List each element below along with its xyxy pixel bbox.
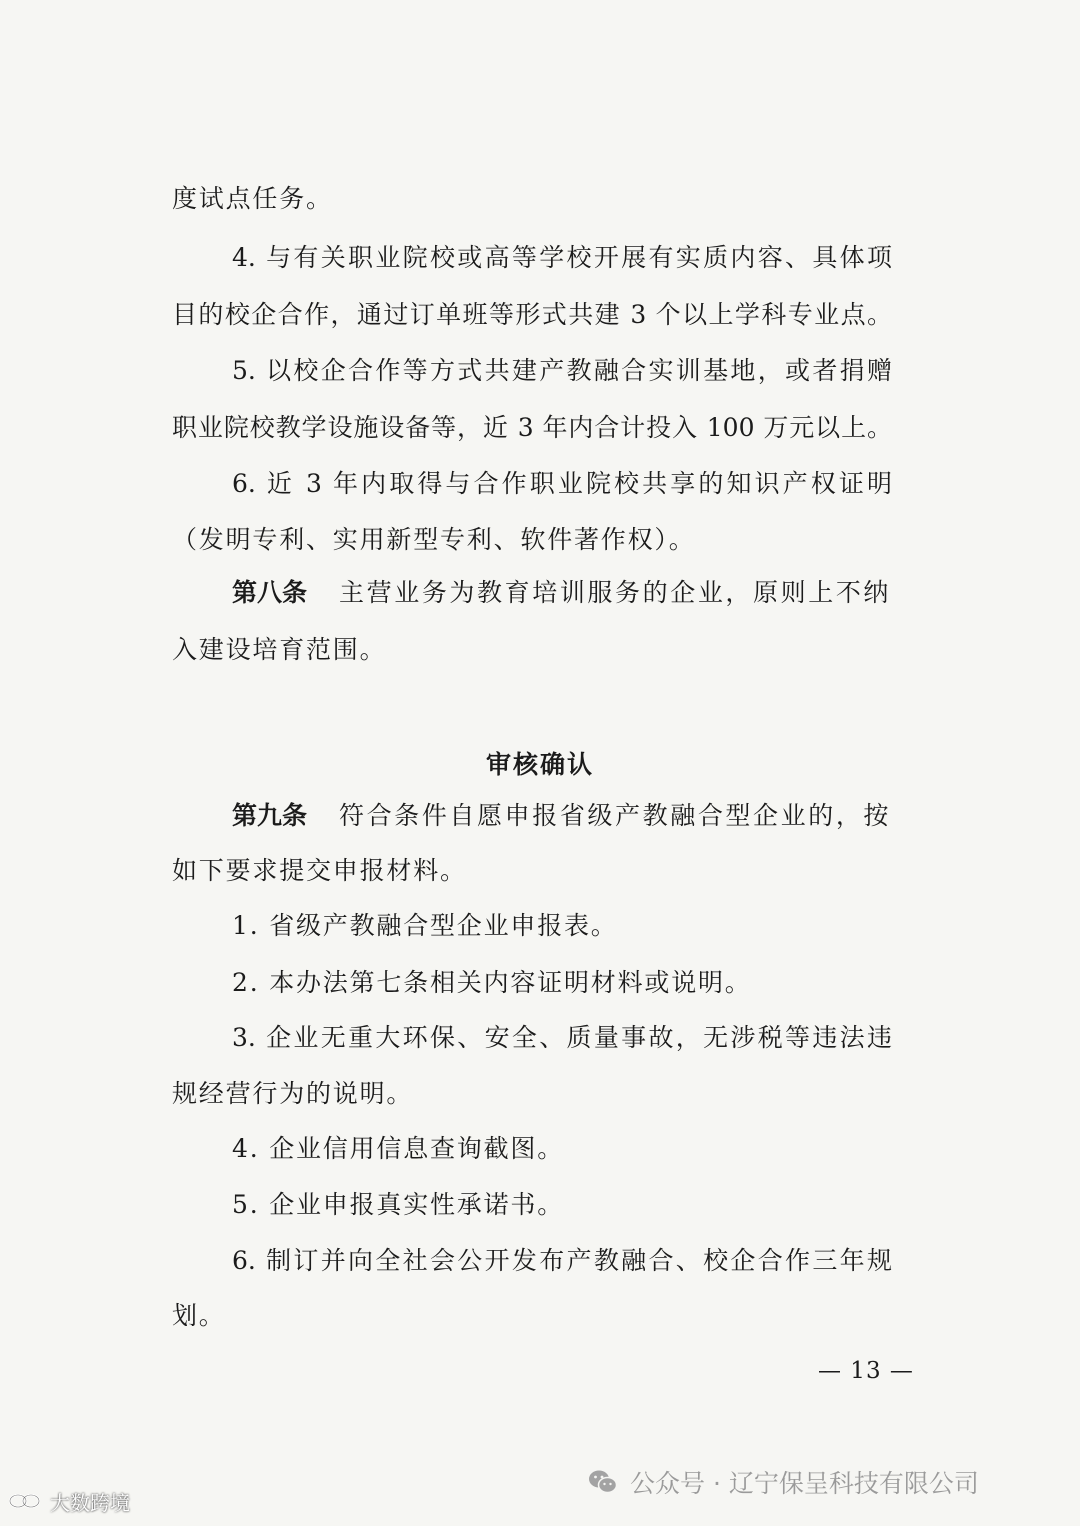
corner-mark	[8, 1486, 130, 1516]
article-8-text: 主营业务为教育培训服务的企业，原则上不纳	[339, 578, 892, 607]
article-9-line	[232, 803, 891, 828]
article-9-text: 符合条件自愿申报省级产教融合型企业的，按	[339, 801, 892, 830]
wechat-icon	[588, 1469, 618, 1495]
paragraph-line: 度试点任务。	[172, 184, 333, 213]
watermark-text: 公众号 · 辽宁保呈科技有限公司	[630, 1469, 979, 1498]
list-item: 1. 省级产教融合型企业申报表。	[232, 911, 618, 940]
section-heading: 审核确认	[485, 750, 594, 779]
paragraph-line: 职业院校教学设施设备等，近 3 年内合计投入 100 万元以上。	[172, 413, 892, 442]
paragraph-line: 5. 以校企合作等方式共建产教融合实训基地，或者捐赠	[232, 356, 892, 385]
paragraph-line: 规经营行为的说明。	[172, 1079, 414, 1108]
page-number: — 13 —	[818, 1358, 914, 1384]
list-item: 4. 企业信用信息查询截图。	[232, 1134, 565, 1163]
paragraph-line: 入建设培育范围。	[172, 635, 387, 664]
paragraph-line: 6. 近 3 年内取得与合作职业院校共享的知识产权证明	[232, 469, 892, 498]
paragraph-line: 目的校企合作，通过订单班等形式共建 3 个以上学科专业点。	[172, 300, 892, 329]
paragraph-line: 4. 与有关职业院校或高等学校开展有实质内容、具体项	[232, 243, 892, 272]
corner-mark-text: 大数跨境	[50, 1490, 130, 1515]
article-9-label: 第九条	[232, 801, 308, 830]
list-item: 2. 本办法第七条相关内容证明材料或说明。	[232, 968, 752, 997]
list-item: 3. 企业无重大环保、安全、质量事故，无涉税等违法违	[232, 1023, 892, 1052]
article-8-line	[232, 580, 891, 605]
article-8-label: 第八条	[232, 578, 308, 607]
paragraph-line: （发明专利、实用新型专利、软件著作权）。	[172, 525, 696, 554]
link-logo-icon	[8, 1491, 46, 1511]
list-item: 5. 企业申报真实性承诺书。	[232, 1190, 565, 1219]
paragraph-line: 如下要求提交申报材料。	[172, 856, 467, 885]
list-item: 6. 制订并向全社会公开发布产教融合、校企合作三年规	[232, 1246, 892, 1275]
watermark	[588, 1462, 979, 1502]
paragraph-line: 划。	[172, 1301, 226, 1330]
